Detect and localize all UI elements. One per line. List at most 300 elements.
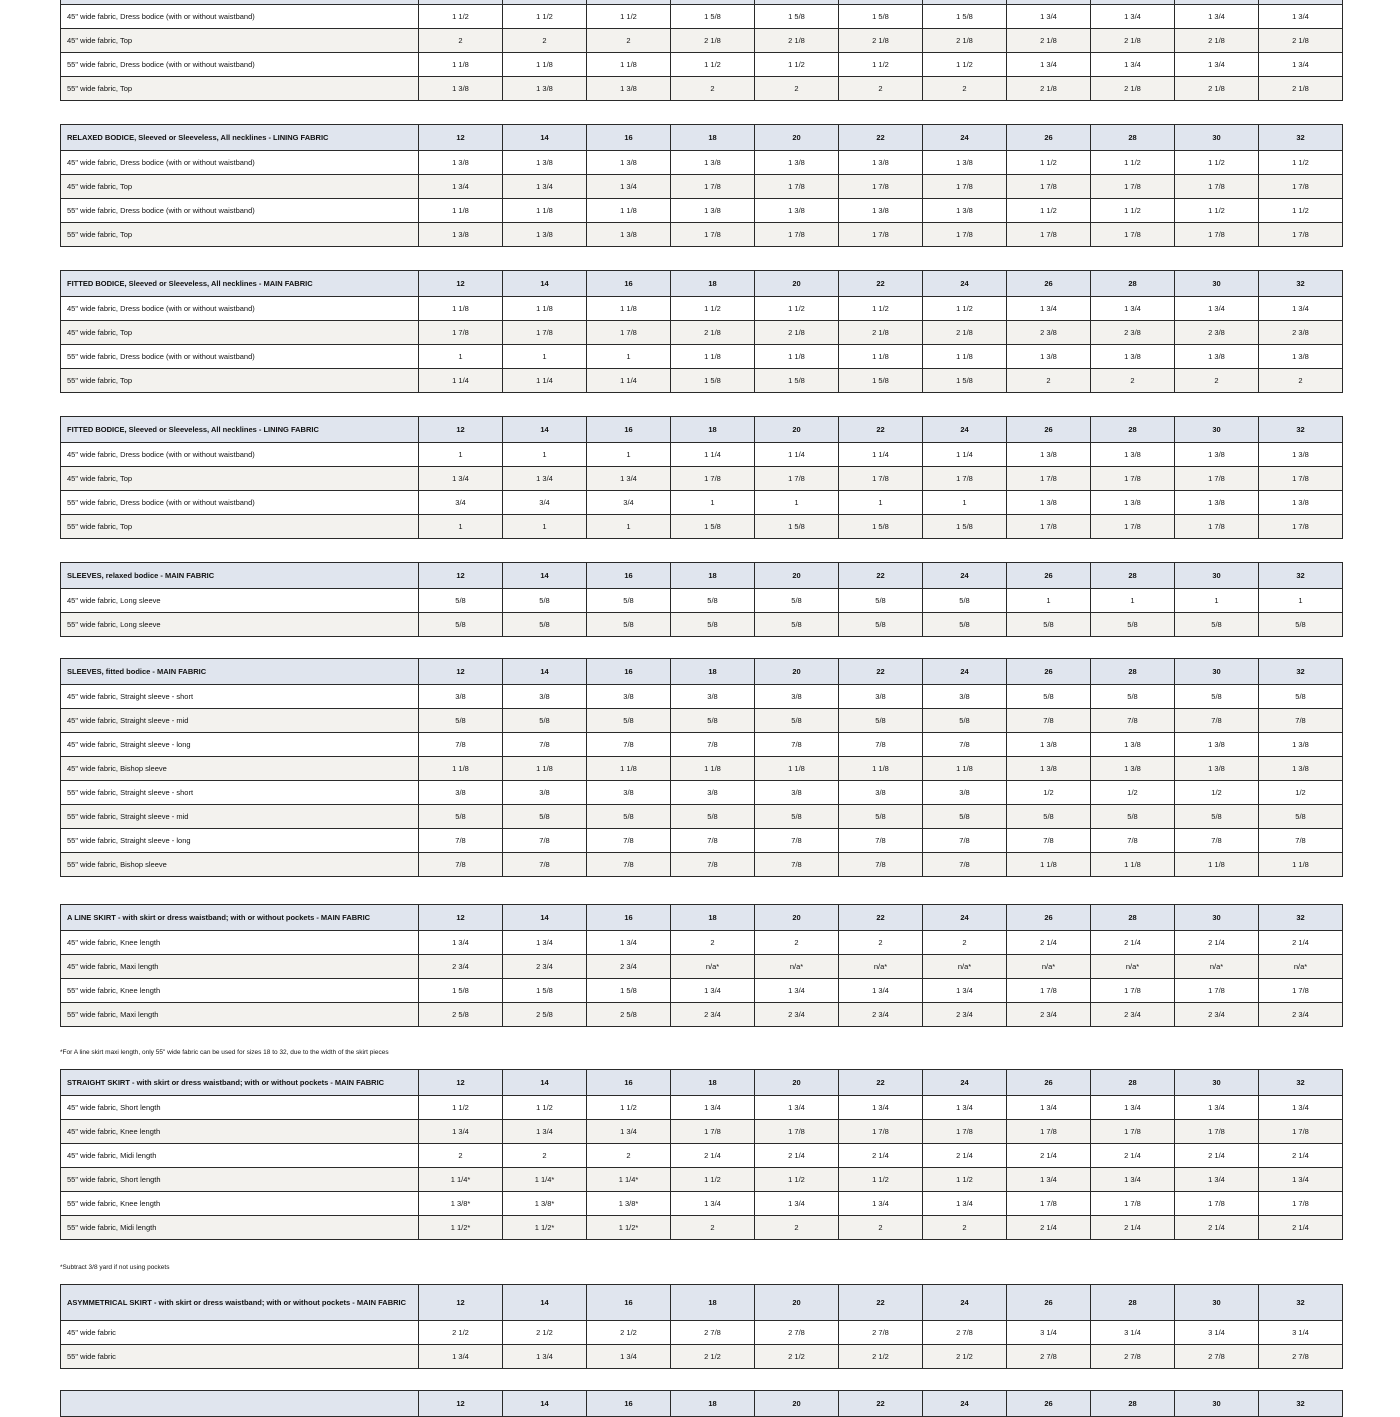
yardage-cell: 1 7/8 <box>839 223 923 247</box>
yardage-cell: 2 <box>1091 369 1175 393</box>
yardage-cell: 1 3/4 <box>1007 5 1091 29</box>
yardage-cell: 1 1/2 <box>671 1168 755 1192</box>
size-header: 16 <box>587 1391 671 1417</box>
size-header: 12 <box>419 563 503 589</box>
yardage-cell: 1 3/8 <box>1259 345 1343 369</box>
table-header-row <box>61 905 1343 931</box>
yardage-cell: 2 7/8 <box>671 1321 755 1345</box>
yardage-cell: 7/8 <box>923 853 1007 877</box>
row-label: 55" wide fabric, Knee length <box>61 979 419 1003</box>
size-header: 30 <box>1175 271 1259 297</box>
yardage-cell: 2 1/8 <box>1091 29 1175 53</box>
yardage-cell: 5/8 <box>755 613 839 637</box>
size-header: 16 <box>587 271 671 297</box>
yardage-cell: 1 1/8 <box>755 345 839 369</box>
size-header: 16 <box>587 659 671 685</box>
yardage-cell: 2 3/4 <box>755 1003 839 1027</box>
size-header: 12 <box>419 417 503 443</box>
size-header: 14 <box>503 125 587 151</box>
yardage-cell: 2 3/4 <box>1259 1003 1343 1027</box>
yardage-cell: 7/8 <box>503 853 587 877</box>
size-header: 32 <box>1259 1070 1343 1096</box>
yardage-cell: 1 3/8 <box>1007 757 1091 781</box>
table-row <box>61 1321 1343 1345</box>
yardage-cell: 5/8 <box>671 589 755 613</box>
yardage-cell: 1 1/4 <box>671 443 755 467</box>
yardage-cell: 2 5/8 <box>587 1003 671 1027</box>
yardage-cell: 2 1/4 <box>1091 1144 1175 1168</box>
size-header: 24 <box>923 1285 1007 1321</box>
yardage-cell: 2 1/8 <box>671 321 755 345</box>
yardage-cell: 2 3/4 <box>419 955 503 979</box>
size-header: 18 <box>671 271 755 297</box>
yardage-cell: 2 3/8 <box>1091 321 1175 345</box>
row-label: 55" wide fabric, Straight sleeve - long <box>61 829 419 853</box>
yardage-cell: 1 1/2 <box>419 1096 503 1120</box>
size-header: 24 <box>923 1391 1007 1417</box>
yardage-cell: 1 <box>923 491 1007 515</box>
yardage-cell: 1 3/4 <box>1175 1168 1259 1192</box>
table-header-row <box>61 1285 1343 1321</box>
size-header: 18 <box>671 905 755 931</box>
yardage-cell: 1 7/8 <box>1259 467 1343 491</box>
yardage-cell: 5/8 <box>923 613 1007 637</box>
yardage-cell: 1 1/2 <box>755 53 839 77</box>
table-row <box>61 781 1343 805</box>
table-title: RELAXED BODICE, Sleeved or Sleeveless, All necklines - LINING FABRIC <box>61 125 419 151</box>
yardage-cell: 5/8 <box>1091 613 1175 637</box>
size-header: 30 <box>1175 125 1259 151</box>
yardage-cell: 1 3/8 <box>923 199 1007 223</box>
yardage-table <box>60 1390 1343 1417</box>
yardage-cell: 3 1/4 <box>1091 1321 1175 1345</box>
yardage-cell: 1 3/8 <box>1175 491 1259 515</box>
yardage-cell: 1 7/8 <box>587 321 671 345</box>
yardage-cell: 1 7/8 <box>923 1120 1007 1144</box>
yardage-cell: 1 3/4 <box>1259 53 1343 77</box>
size-header: 12 <box>419 1070 503 1096</box>
size-header: 28 <box>1091 563 1175 589</box>
size-header: 24 <box>923 417 1007 443</box>
table-header-row <box>61 125 1343 151</box>
yardage-cell: 7/8 <box>587 853 671 877</box>
yardage-cell: 3/8 <box>755 685 839 709</box>
yardage-cell: 2 <box>1259 369 1343 393</box>
yardage-cell: 7/8 <box>923 733 1007 757</box>
yardage-cell: 5/8 <box>1091 685 1175 709</box>
yardage-cell: 1 7/8 <box>1091 979 1175 1003</box>
size-header: 32 <box>1259 1285 1343 1321</box>
row-label: 55" wide fabric, Top <box>61 515 419 539</box>
yardage-cell: 1 7/8 <box>755 1120 839 1144</box>
yardage-cell: 1 <box>1091 589 1175 613</box>
yardage-cell: 2 <box>1007 369 1091 393</box>
yardage-cell: 1 5/8 <box>503 979 587 1003</box>
yardage-cell: 1 1/2 <box>671 53 755 77</box>
table-title: A LINE SKIRT - with skirt or dress waistband; with or without pockets - MAIN FABRIC <box>61 905 419 931</box>
size-header: 22 <box>839 125 923 151</box>
yardage-cell: 2 1/4 <box>1007 1216 1091 1240</box>
yardage-cell: 2 <box>671 1216 755 1240</box>
row-label: 45" wide fabric, Straight sleeve - short <box>61 685 419 709</box>
size-header: 12 <box>419 271 503 297</box>
yardage-cell: 5/8 <box>839 589 923 613</box>
yardage-cell: n/a* <box>755 955 839 979</box>
yardage-cell: 5/8 <box>419 805 503 829</box>
row-label: 55" wide fabric, Top <box>61 223 419 247</box>
yardage-cell: 3/8 <box>671 781 755 805</box>
yardage-cell: 1 3/4 <box>587 1120 671 1144</box>
yardage-cell: 1 3/4 <box>419 1120 503 1144</box>
table-title: FITTED BODICE, Sleeved or Sleeveless, All necklines - LINING FABRIC <box>61 417 419 443</box>
yardage-cell: 1 1/8 <box>1007 853 1091 877</box>
yardage-cell: 1 1/8 <box>503 757 587 781</box>
size-header: 24 <box>923 563 1007 589</box>
size-header: 18 <box>671 1070 755 1096</box>
yardage-cell: 1 1/2 <box>1091 151 1175 175</box>
yardage-cell: 2 3/8 <box>1007 321 1091 345</box>
size-header: 26 <box>1007 563 1091 589</box>
yardage-cell: 3/4 <box>503 491 587 515</box>
yardage-cell: 1 1/2 <box>839 1168 923 1192</box>
yardage-cell: 1 1/2 <box>503 5 587 29</box>
yardage-cell: 5/8 <box>755 709 839 733</box>
yardage-cell: 2 1/8 <box>1259 29 1343 53</box>
yardage-cell: 2 <box>755 931 839 955</box>
size-header: 18 <box>671 1391 755 1417</box>
yardage-cell: 1 3/8 <box>1259 733 1343 757</box>
size-header: 24 <box>923 125 1007 151</box>
row-label: 55" wide fabric, Dress bodice (with or without waistband) <box>61 199 419 223</box>
yardage-cell: 5/8 <box>671 613 755 637</box>
yardage-cell: 2 1/4 <box>1175 1144 1259 1168</box>
table-row <box>61 175 1343 199</box>
yardage-cell: 2 1/8 <box>1175 29 1259 53</box>
size-header: 16 <box>587 417 671 443</box>
yardage-cell: 5/8 <box>419 709 503 733</box>
yardage-cell: 1 5/8 <box>839 369 923 393</box>
yardage-cell: 1 3/4 <box>1259 5 1343 29</box>
yardage-cell: 1 7/8 <box>1091 515 1175 539</box>
yardage-cell: 1 1/8 <box>587 199 671 223</box>
yardage-cell: 3/8 <box>587 685 671 709</box>
size-header: 18 <box>671 659 755 685</box>
table-header-row <box>61 563 1343 589</box>
yardage-cell: 2 7/8 <box>1259 1345 1343 1369</box>
yardage-cell: 1 7/8 <box>671 1120 755 1144</box>
yardage-cell: 2 1/4 <box>839 1144 923 1168</box>
yardage-cell: 1 3/8 <box>1091 491 1175 515</box>
yardage-cell: 1 3/4 <box>1091 297 1175 321</box>
yardage-cell: 2 <box>503 1144 587 1168</box>
yardage-cell: 7/8 <box>503 733 587 757</box>
yardage-cell: 2 1/8 <box>1259 77 1343 101</box>
yardage-cell: 2 <box>755 1216 839 1240</box>
size-header: 28 <box>1091 1070 1175 1096</box>
table-row <box>61 29 1343 53</box>
row-label: 55" wide fabric, Top <box>61 369 419 393</box>
table-row <box>61 5 1343 29</box>
size-header: 20 <box>755 659 839 685</box>
yardage-cell: 1 3/8 <box>419 223 503 247</box>
table-row <box>61 955 1343 979</box>
yardage-cell: 1 1/8 <box>587 757 671 781</box>
yardage-cell: 1 3/8 <box>923 151 1007 175</box>
size-header: 16 <box>587 905 671 931</box>
yardage-cell: 5/8 <box>1091 805 1175 829</box>
yardage-cell: 2 1/4 <box>1175 1216 1259 1240</box>
table-row <box>61 199 1343 223</box>
yardage-cell: 2 3/4 <box>1091 1003 1175 1027</box>
yardage-cell: 2 1/2 <box>587 1321 671 1345</box>
yardage-cell: 5/8 <box>503 613 587 637</box>
yardage-cell: 1 7/8 <box>1091 467 1175 491</box>
yardage-cell: 7/8 <box>1175 829 1259 853</box>
yardage-cell: 2 1/2 <box>755 1345 839 1369</box>
note-subtract-pockets: *Subtract 3/8 yard if not using pockets <box>60 1264 170 1271</box>
yardage-cell: 1 3/4 <box>503 931 587 955</box>
table-row <box>61 1096 1343 1120</box>
yardage-cell: 2 7/8 <box>1175 1345 1259 1369</box>
row-label: 45" wide fabric, Top <box>61 29 419 53</box>
table-row <box>61 709 1343 733</box>
yardage-cell: 1 5/8 <box>587 979 671 1003</box>
row-label: 45" wide fabric, Short length <box>61 1096 419 1120</box>
yardage-cell: 1 3/4 <box>923 1192 1007 1216</box>
table-row <box>61 443 1343 467</box>
yardage-cell: 1 <box>587 515 671 539</box>
row-label: 55" wide fabric, Bishop sleeve <box>61 853 419 877</box>
size-header: 20 <box>755 417 839 443</box>
yardage-cell: 7/8 <box>503 829 587 853</box>
size-header: 22 <box>839 1285 923 1321</box>
yardage-cell: 1 3/4 <box>419 175 503 199</box>
yardage-cell: 2 1/4 <box>1259 931 1343 955</box>
table-row <box>61 853 1343 877</box>
size-header: 20 <box>755 1285 839 1321</box>
yardage-cell: 1 1/2* <box>587 1216 671 1240</box>
yardage-cell: 7/8 <box>1091 829 1175 853</box>
yardage-cell: 1 7/8 <box>671 175 755 199</box>
yardage-cell: 7/8 <box>755 853 839 877</box>
size-header: 30 <box>1175 1070 1259 1096</box>
yardage-cell: 1/2 <box>1007 781 1091 805</box>
size-header: 14 <box>503 1070 587 1096</box>
size-header: 26 <box>1007 905 1091 931</box>
yardage-cell: 2 <box>839 77 923 101</box>
yardage-cell: 5/8 <box>755 805 839 829</box>
yardage-cell: 1 3/8 <box>1091 733 1175 757</box>
yardage-cell: 2 1/2 <box>839 1345 923 1369</box>
yardage-cell: 1 3/8 <box>1175 443 1259 467</box>
yardage-cell: 7/8 <box>671 829 755 853</box>
size-header: 28 <box>1091 1391 1175 1417</box>
yardage-cell: 3/8 <box>839 781 923 805</box>
table-row <box>61 685 1343 709</box>
size-header: 16 <box>587 1070 671 1096</box>
size-header: 32 <box>1259 659 1343 685</box>
yardage-cell: 1 3/4 <box>1007 297 1091 321</box>
row-label: 45" wide fabric, Straight sleeve - long <box>61 733 419 757</box>
size-header: 14 <box>503 905 587 931</box>
size-header: 18 <box>671 125 755 151</box>
yardage-cell: 2 1/4 <box>755 1144 839 1168</box>
size-header: 20 <box>755 125 839 151</box>
yardage-cell: 1 3/4 <box>1007 1096 1091 1120</box>
yardage-cell: 2 <box>671 77 755 101</box>
yardage-cell: 7/8 <box>839 733 923 757</box>
yardage-cell: 2 1/8 <box>923 321 1007 345</box>
yardage-cell: 1 3/4 <box>1259 297 1343 321</box>
yardage-cell: 1 3/4 <box>671 979 755 1003</box>
yardage-cell: 1 7/8 <box>1091 1192 1175 1216</box>
yardage-cell: 1 3/4 <box>419 931 503 955</box>
table-header-row <box>61 1391 1343 1417</box>
yardage-cell: 1 7/8 <box>671 223 755 247</box>
yardage-cell: 1 3/8 <box>1175 345 1259 369</box>
yardage-cell: 5/8 <box>671 805 755 829</box>
yardage-cell: 2 <box>419 29 503 53</box>
yardage-cell: 1 7/8 <box>1091 1120 1175 1144</box>
yardage-cell: 1 1/2* <box>503 1216 587 1240</box>
yardage-cell: 5/8 <box>923 709 1007 733</box>
yardage-cell: 1 <box>671 491 755 515</box>
yardage-table <box>60 904 1343 1027</box>
yardage-cell: 1 3/4 <box>923 1096 1007 1120</box>
yardage-cell: 1 1/8 <box>755 757 839 781</box>
yardage-cell: 7/8 <box>587 733 671 757</box>
yardage-cell: 5/8 <box>1007 805 1091 829</box>
size-header: 26 <box>1007 125 1091 151</box>
row-label: 45" wide fabric, Maxi length <box>61 955 419 979</box>
size-header: 22 <box>839 417 923 443</box>
yardage-cell: 1 1/2 <box>671 297 755 321</box>
yardage-cell: 2 1/2 <box>923 1345 1007 1369</box>
row-label: 45" wide fabric, Top <box>61 175 419 199</box>
yardage-cell: 1 3/4 <box>587 931 671 955</box>
size-header: 14 <box>503 417 587 443</box>
yardage-cell: 7/8 <box>1259 829 1343 853</box>
yardage-cell: 7/8 <box>419 733 503 757</box>
yardage-cell: 1 3/4 <box>755 1096 839 1120</box>
yardage-cell: 2 1/4 <box>1259 1144 1343 1168</box>
yardage-cell: 1 5/8 <box>923 515 1007 539</box>
table-title: SLEEVES, relaxed bodice - MAIN FABRIC <box>61 563 419 589</box>
size-header: 20 <box>755 563 839 589</box>
size-header: 30 <box>1175 1391 1259 1417</box>
size-header: 14 <box>503 659 587 685</box>
yardage-cell: 3/8 <box>923 781 1007 805</box>
size-header: 32 <box>1259 417 1343 443</box>
size-header: 28 <box>1091 417 1175 443</box>
yardage-cell: 1 7/8 <box>755 175 839 199</box>
yardage-cell: 1 3/8 <box>1175 733 1259 757</box>
yardage-cell: 1 <box>503 515 587 539</box>
size-header: 18 <box>671 563 755 589</box>
yardage-cell: 2 7/8 <box>1007 1345 1091 1369</box>
yardage-cell: 1 3/4 <box>503 175 587 199</box>
yardage-cell: 1 3/8 <box>1091 345 1175 369</box>
yardage-cell: 1 1/4 <box>587 369 671 393</box>
yardage-cell: 1 3/4 <box>923 979 1007 1003</box>
yardage-cell: 5/8 <box>923 589 1007 613</box>
yardage-cell: 1 1/2 <box>419 5 503 29</box>
yardage-cell: 1 3/4 <box>587 467 671 491</box>
size-header: 24 <box>923 271 1007 297</box>
yardage-table <box>60 0 1343 101</box>
yardage-cell: 1 7/8 <box>923 467 1007 491</box>
table-row <box>61 467 1343 491</box>
yardage-cell: 1 3/4 <box>1007 1168 1091 1192</box>
row-label: 45" wide fabric, Long sleeve <box>61 589 419 613</box>
yardage-cell: 1 3/4 <box>503 1120 587 1144</box>
yardage-cell: 2 1/8 <box>839 29 923 53</box>
yardage-cell: 7/8 <box>1007 829 1091 853</box>
yardage-cell: 2 <box>923 77 1007 101</box>
yardage-cell: 1 3/4 <box>1175 53 1259 77</box>
yardage-cell: 1 3/8 <box>503 151 587 175</box>
yardage-cell: 2 3/4 <box>839 1003 923 1027</box>
table-row <box>61 77 1343 101</box>
yardage-cell: 3/8 <box>923 685 1007 709</box>
row-label: 55" wide fabric, Top <box>61 77 419 101</box>
yardage-cell: 2 1/8 <box>1007 29 1091 53</box>
yardage-cell: 1 1/4 <box>923 443 1007 467</box>
yardage-cell: 1 <box>503 443 587 467</box>
yardage-cell: 2 3/8 <box>1175 321 1259 345</box>
yardage-cell: 2 1/4 <box>671 1144 755 1168</box>
yardage-cell: 2 <box>419 1144 503 1168</box>
row-label: 55" wide fabric, Straight sleeve - mid <box>61 805 419 829</box>
row-label: 55" wide fabric, Short length <box>61 1168 419 1192</box>
yardage-cell: 1 7/8 <box>1175 1192 1259 1216</box>
yardage-cell: 7/8 <box>1259 709 1343 733</box>
yardage-cell: 1 1/8 <box>419 297 503 321</box>
yardage-cell: 2 <box>839 931 923 955</box>
yardage-cell: 2 1/8 <box>1175 77 1259 101</box>
row-label: 55" wide fabric <box>61 1345 419 1369</box>
yardage-cell: 1 3/8 <box>755 151 839 175</box>
yardage-cell: 1 1/2 <box>587 5 671 29</box>
yardage-cell: 5/8 <box>839 709 923 733</box>
yardage-cell: 1 3/8 <box>1259 491 1343 515</box>
yardage-cell: 1 5/8 <box>923 369 1007 393</box>
yardage-cell: n/a* <box>1007 955 1091 979</box>
yardage-cell: 1 1/8 <box>923 757 1007 781</box>
yardage-cell: 2 1/8 <box>755 321 839 345</box>
yardage-cell: 3/8 <box>503 685 587 709</box>
size-header: 14 <box>503 1391 587 1417</box>
yardage-cell: 1 3/8 <box>1091 443 1175 467</box>
yardage-cell: 1 7/8 <box>839 1120 923 1144</box>
yardage-cell: 2 <box>923 1216 1007 1240</box>
table-title <box>61 1391 419 1417</box>
table-row <box>61 1168 1343 1192</box>
size-header: 20 <box>755 1391 839 1417</box>
yardage-cell: 1 3/8 <box>1175 757 1259 781</box>
size-header: 12 <box>419 125 503 151</box>
yardage-cell: 1 7/8 <box>1175 515 1259 539</box>
table-row <box>61 491 1343 515</box>
yardage-cell: 2 1/4 <box>1091 931 1175 955</box>
yardage-cell: 2 1/4 <box>1007 931 1091 955</box>
table-row <box>61 829 1343 853</box>
table-row <box>61 1192 1343 1216</box>
yardage-cell: 2 <box>587 29 671 53</box>
yardage-cell: 2 1/8 <box>923 29 1007 53</box>
row-label: 55" wide fabric, Straight sleeve - short <box>61 781 419 805</box>
yardage-cell: 5/8 <box>839 613 923 637</box>
